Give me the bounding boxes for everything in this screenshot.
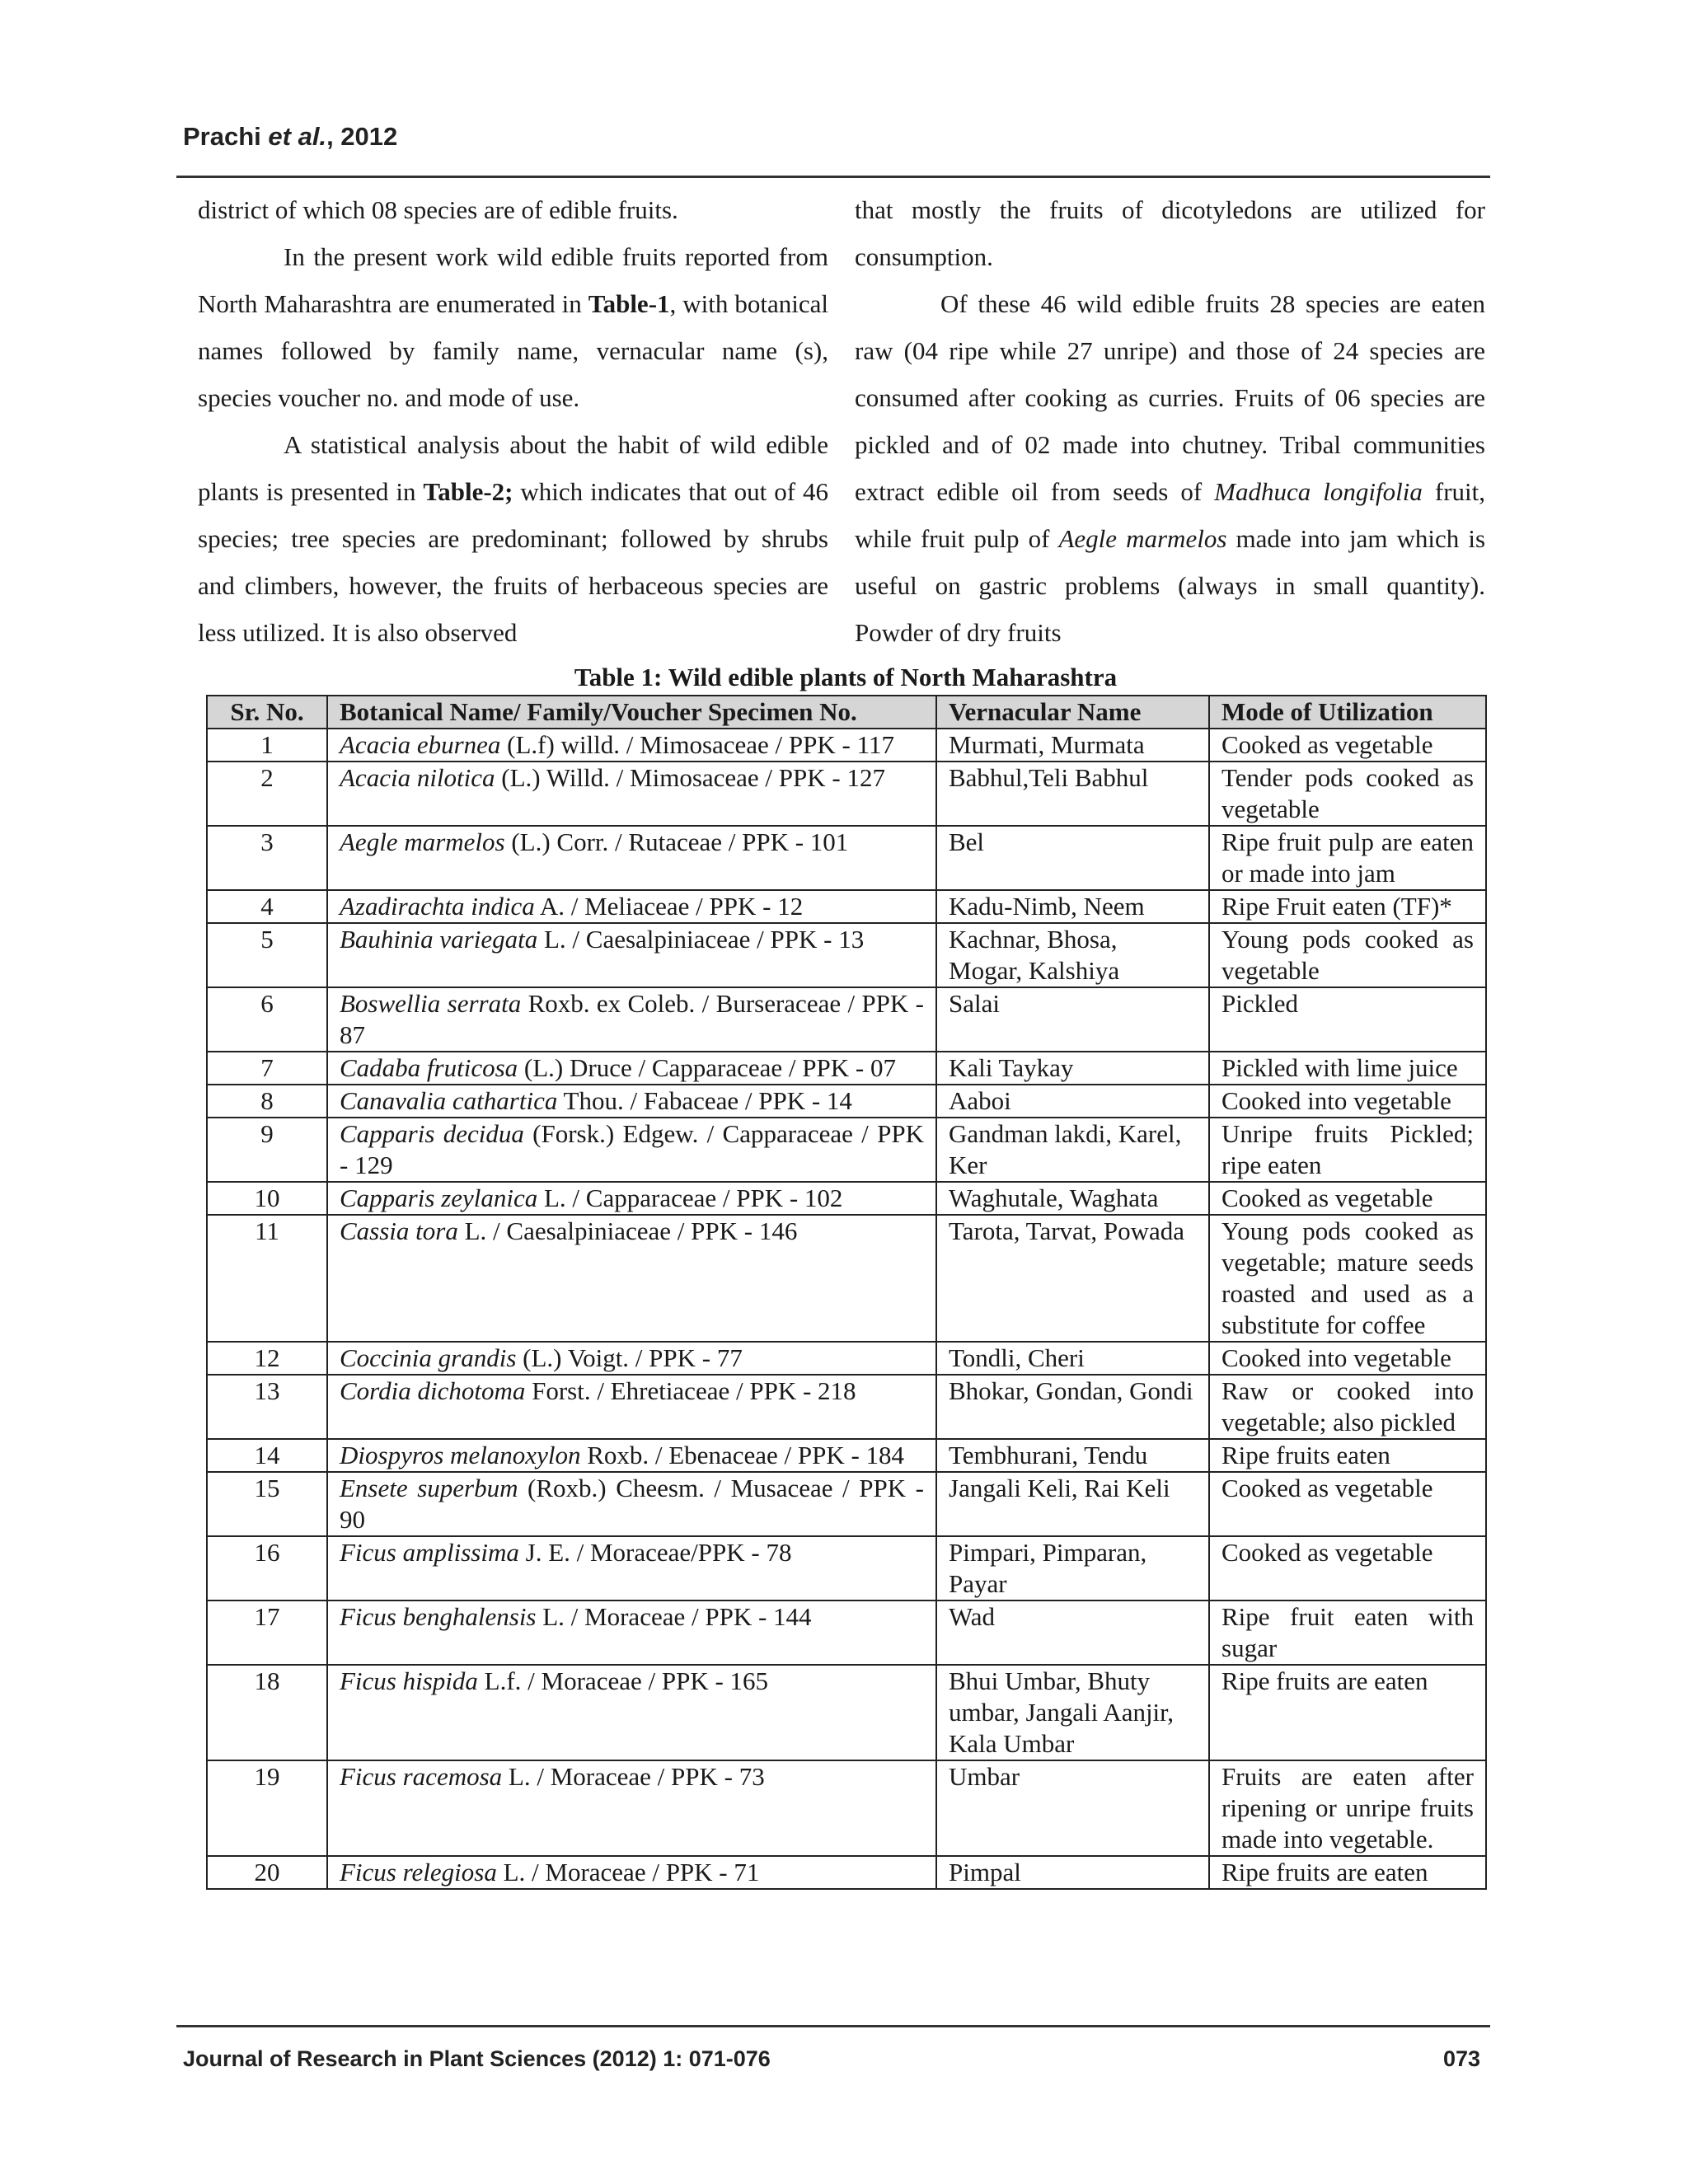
cell-vernacular-name: Tarota, Tarvat, Powada [936, 1215, 1209, 1342]
cell-mode-of-utilization: Ripe fruit pulp are eaten or made into jam [1209, 826, 1486, 890]
cell-sr-no: 1 [207, 729, 327, 762]
cell-botanical-name [327, 1472, 936, 1536]
authority-family-voucher: Roxb. ex Coleb. / Burseraceae / PPK - 87 [340, 989, 924, 1049]
table-row [207, 1439, 1486, 1472]
cell-sr-no: 2 [207, 762, 327, 826]
species-name: Coccinia grandis [340, 1343, 517, 1372]
cell-sr-no: 9 [207, 1118, 327, 1182]
cell-mode-of-utilization: Ripe fruit eaten with sugar [1209, 1601, 1486, 1665]
table-2-ref: Table-2; [423, 477, 513, 506]
cell-sr-no: 13 [207, 1375, 327, 1439]
cell-mode-of-utilization: Ripe fruits are eaten [1209, 1856, 1486, 1889]
cell-botanical-name [327, 1536, 936, 1601]
cell-mode-of-utilization: Pickled with lime juice [1209, 1052, 1486, 1085]
table-row [207, 1536, 1486, 1601]
cell-mode-of-utilization: Ripe Fruit eaten (TF)* [1209, 890, 1486, 923]
cell-botanical-name [327, 1118, 936, 1182]
table-caption: Table 1: Wild edible plants of North Maharashtra [574, 663, 1118, 691]
authority-family-voucher: L. / Moraceae / PPK - 71 [496, 1858, 760, 1886]
cell-botanical-name [327, 1856, 936, 1889]
table-row [207, 1215, 1486, 1342]
authority-family-voucher: A. / Meliaceae / PPK - 12 [534, 892, 804, 921]
cell-vernacular-name: Babhul,Teli Babhul [936, 762, 1209, 826]
left-paragraph-1: district of which 08 species are of edible fruits. [198, 195, 678, 224]
cell-sr-no: 4 [207, 890, 327, 923]
cell-vernacular-name: Bhui Umbar, Bhuty umbar, Jangali Aanjir, Kala Umbar [936, 1665, 1209, 1760]
right-column [855, 186, 1485, 656]
cell-mode-of-utilization: Young pods cooked as vegetable; mature seeds roasted and used as a substitute for coffee [1209, 1215, 1486, 1342]
cell-sr-no: 3 [207, 826, 327, 890]
cell-vernacular-name: Kadu-Nimb, Neem [936, 890, 1209, 923]
table-row [207, 729, 1486, 762]
cell-vernacular-name: Salai [936, 987, 1209, 1052]
species-name: Ficus relegiosa [340, 1858, 497, 1886]
header-sr-no: Sr. No. [207, 696, 327, 729]
authority-family-voucher: (L.) Willd. / Mimosaceae / PPK - 127 [495, 763, 885, 792]
table-row [207, 1760, 1486, 1856]
species-ref-madhuca: Madhuca longifolia [1214, 477, 1423, 506]
species-name: Capparis zeylanica [340, 1183, 538, 1212]
species-ref-aegle: Aegle marmelos [1058, 524, 1227, 553]
table-row [207, 826, 1486, 890]
cell-mode-of-utilization: Tender pods cooked as vegetable [1209, 762, 1486, 826]
table-row [207, 1856, 1486, 1889]
cell-sr-no: 10 [207, 1182, 327, 1215]
header-author: Prachi [183, 122, 261, 151]
left-paragraph-3: A statistical analysis about the habit of wild edible plants is presented in Table-2; which indicates that out of 46 species; tree species are predominant; followed by shrubs and climbers, however, the fruits of herbaceous species are less utilized. It is also observed [198, 430, 828, 647]
authority-family-voucher: (L.f) willd. / Mimosaceae / PPK - 117 [500, 730, 894, 759]
cell-vernacular-name: Aaboi [936, 1085, 1209, 1118]
cell-botanical-name [327, 1375, 936, 1439]
cell-sr-no: 8 [207, 1085, 327, 1118]
cell-vernacular-name: Gandman lakdi, Karel, Ker [936, 1118, 1209, 1182]
table-row [207, 762, 1486, 826]
authority-family-voucher: (Forsk.) Edgew. / Capparaceae / PPK - 129 [340, 1119, 924, 1179]
species-name: Acacia nilotica [340, 763, 495, 792]
authority-family-voucher: Forst. / Ehretiaceae / PPK - 218 [525, 1376, 856, 1405]
authority-family-voucher: (L.) Voigt. / PPK - 77 [516, 1343, 743, 1372]
cell-vernacular-name: Umbar [936, 1760, 1209, 1856]
cell-mode-of-utilization: Cooked as vegetable [1209, 1182, 1486, 1215]
table-header-row [207, 696, 1486, 729]
table-body [207, 729, 1486, 1889]
header-vernacular-name: Vernacular Name [936, 696, 1209, 729]
header-etal: et al. [268, 122, 327, 151]
cell-botanical-name [327, 1342, 936, 1375]
species-name: Ensete superbum [340, 1474, 518, 1502]
cell-botanical-name [327, 729, 936, 762]
species-name: Ficus benghalensis [340, 1602, 537, 1631]
cell-sr-no: 11 [207, 1215, 327, 1342]
cell-mode-of-utilization: Young pods cooked as vegetable [1209, 923, 1486, 987]
cell-sr-no: 5 [207, 923, 327, 987]
cell-sr-no: 7 [207, 1052, 327, 1085]
cell-botanical-name [327, 1439, 936, 1472]
header-year: , 2012 [326, 122, 398, 151]
cell-vernacular-name: Jangali Keli, Rai Keli [936, 1472, 1209, 1536]
species-name: Aegle marmelos [340, 827, 505, 856]
cell-botanical-name [327, 1182, 936, 1215]
right-paragraph-1: that mostly the fruits of dicotyledons are utilized for consumption. [855, 195, 1485, 271]
species-name: Boswellia serrata [340, 989, 522, 1018]
cell-sr-no: 20 [207, 1856, 327, 1889]
species-name: Diospyros melanoxylon [340, 1441, 581, 1469]
cell-sr-no: 17 [207, 1601, 327, 1665]
species-name: Ficus hispida [340, 1666, 478, 1695]
cell-mode-of-utilization: Unripe fruits Pickled; ripe eaten [1209, 1118, 1486, 1182]
cell-mode-of-utilization: Cooked into vegetable [1209, 1342, 1486, 1375]
cell-mode-of-utilization: Raw or cooked into vegetable; also pickled [1209, 1375, 1486, 1439]
cell-vernacular-name: Tembhurani, Tendu [936, 1439, 1209, 1472]
table-row [207, 1182, 1486, 1215]
species-name: Cordia dichotoma [340, 1376, 526, 1405]
cell-botanical-name [327, 1215, 936, 1342]
species-name: Azadirachta indica [340, 892, 535, 921]
table-row [207, 1375, 1486, 1439]
table-row [207, 987, 1486, 1052]
cell-mode-of-utilization: Cooked as vegetable [1209, 1536, 1486, 1601]
species-name: Bauhinia variegata [340, 925, 538, 954]
cell-botanical-name [327, 890, 936, 923]
cell-botanical-name [327, 987, 936, 1052]
cell-sr-no: 18 [207, 1665, 327, 1760]
cell-mode-of-utilization: Pickled [1209, 987, 1486, 1052]
table-1-ref: Table-1 [588, 289, 670, 318]
right-paragraph-2: Of these 46 wild edible fruits 28 species are eaten raw (04 ripe while 27 unripe) and those of 24 species are consumed after cooking as curries. Fruits of 06 species are pickled and of 02 made into chutney. Tribal communities extract edible oil from seeds of Madhuca longifolia fruit, while fruit pulp of Aegle marmelos made into jam which is useful on gastric problems (always in small quantity). Powder of dry fruits [855, 289, 1486, 647]
running-header [183, 122, 397, 152]
cell-sr-no: 14 [207, 1439, 327, 1472]
cell-vernacular-name: Kachnar, Bhosa, Mogar, Kalshiya [936, 923, 1209, 987]
cell-botanical-name [327, 826, 936, 890]
authority-family-voucher: L. / Caesalpiniaceae / PPK - 146 [457, 1216, 798, 1245]
species-name: Ficus amplissima [340, 1538, 519, 1567]
species-name: Canavalia cathartica [340, 1086, 558, 1115]
cell-mode-of-utilization: Cooked into vegetable [1209, 1085, 1486, 1118]
footer-journal: Journal of Research in Plant Sciences (2012) 1: 071-076 [183, 2046, 771, 2071]
cell-mode-of-utilization: Ripe fruits are eaten [1209, 1665, 1486, 1760]
cell-mode-of-utilization: Ripe fruits eaten [1209, 1439, 1486, 1472]
authority-family-voucher: (L.) Druce / Capparaceae / PPK - 07 [518, 1053, 896, 1082]
cell-vernacular-name: Pimpal [936, 1856, 1209, 1889]
cell-sr-no: 15 [207, 1472, 327, 1536]
cell-botanical-name [327, 1085, 936, 1118]
cell-mode-of-utilization: Fruits are eaten after ripening or unripe fruits made into vegetable. [1209, 1760, 1486, 1856]
cell-vernacular-name: Kali Taykay [936, 1052, 1209, 1085]
species-name: Cadaba fruticosa [340, 1053, 518, 1082]
table-row [207, 923, 1486, 987]
table-row [207, 890, 1486, 923]
authority-family-voucher: Roxb. / Ebenaceae / PPK - 184 [580, 1441, 905, 1469]
table-row [207, 1085, 1486, 1118]
table-row [207, 1342, 1486, 1375]
wild-edible-plants-table [206, 695, 1487, 1890]
cell-vernacular-name: Wad [936, 1601, 1209, 1665]
cell-botanical-name [327, 1665, 936, 1760]
table-row [207, 1472, 1486, 1536]
authority-family-voucher: L. / Caesalpiniaceae / PPK - 13 [537, 925, 865, 954]
cell-vernacular-name: Bhokar, Gondan, Gondi [936, 1375, 1209, 1439]
species-name: Ficus racemosa [340, 1762, 503, 1791]
authority-family-voucher: J. E. / Moraceae/PPK - 78 [518, 1538, 792, 1567]
cell-botanical-name [327, 923, 936, 987]
footer-rule [176, 2025, 1490, 2027]
species-name: Acacia eburnea [340, 730, 501, 759]
cell-mode-of-utilization: Cooked as vegetable [1209, 1472, 1486, 1536]
authority-family-voucher: L. / Moraceae / PPK - 73 [502, 1762, 765, 1791]
cell-vernacular-name: Tondli, Cheri [936, 1342, 1209, 1375]
left-column [198, 186, 828, 656]
cell-vernacular-name: Murmati, Murmata [936, 729, 1209, 762]
cell-botanical-name [327, 1052, 936, 1085]
table-row [207, 1665, 1486, 1760]
authority-family-voucher: (L.) Corr. / Rutaceae / PPK - 101 [504, 827, 849, 856]
table-row [207, 1052, 1486, 1085]
species-name: Capparis decidua [340, 1119, 524, 1148]
authority-family-voucher: (Roxb.) Cheesm. / Musaceae / PPK - 90 [340, 1474, 924, 1534]
cell-sr-no: 12 [207, 1342, 327, 1375]
footer-page-number: 073 [1442, 2046, 1480, 2071]
left-paragraph-2: In the present work wild edible fruits reported from North Maharashtra are enumerated in Table-1, with botanical names followed by family name, vernacular name (s), species voucher no. and mode of use. [198, 242, 828, 412]
cell-sr-no: 19 [207, 1760, 327, 1856]
cell-botanical-name [327, 762, 936, 826]
header-mode-of-utilization: Mode of Utilization [1209, 696, 1486, 729]
cell-sr-no: 6 [207, 987, 327, 1052]
cell-sr-no: 16 [207, 1536, 327, 1601]
species-name: Cassia tora [340, 1216, 458, 1245]
table-row [207, 1118, 1486, 1182]
cell-mode-of-utilization: Cooked as vegetable [1209, 729, 1486, 762]
table-row [207, 1601, 1486, 1665]
cell-vernacular-name: Pimpari, Pimparan, Payar [936, 1536, 1209, 1601]
header-botanical-name: Botanical Name/ Family/Voucher Specimen No. [327, 696, 936, 729]
cell-botanical-name [327, 1601, 936, 1665]
cell-vernacular-name: Waghutale, Waghata [936, 1182, 1209, 1215]
authority-family-voucher: Thou. / Fabaceae / PPK - 14 [557, 1086, 852, 1115]
cell-botanical-name [327, 1760, 936, 1856]
header-rule [176, 176, 1490, 178]
authority-family-voucher: L. / Capparaceae / PPK - 102 [537, 1183, 843, 1212]
authority-family-voucher: L.f. / Moraceae / PPK - 165 [477, 1666, 769, 1695]
authority-family-voucher: L. / Moraceae / PPK - 144 [536, 1602, 812, 1631]
cell-vernacular-name: Bel [936, 826, 1209, 890]
